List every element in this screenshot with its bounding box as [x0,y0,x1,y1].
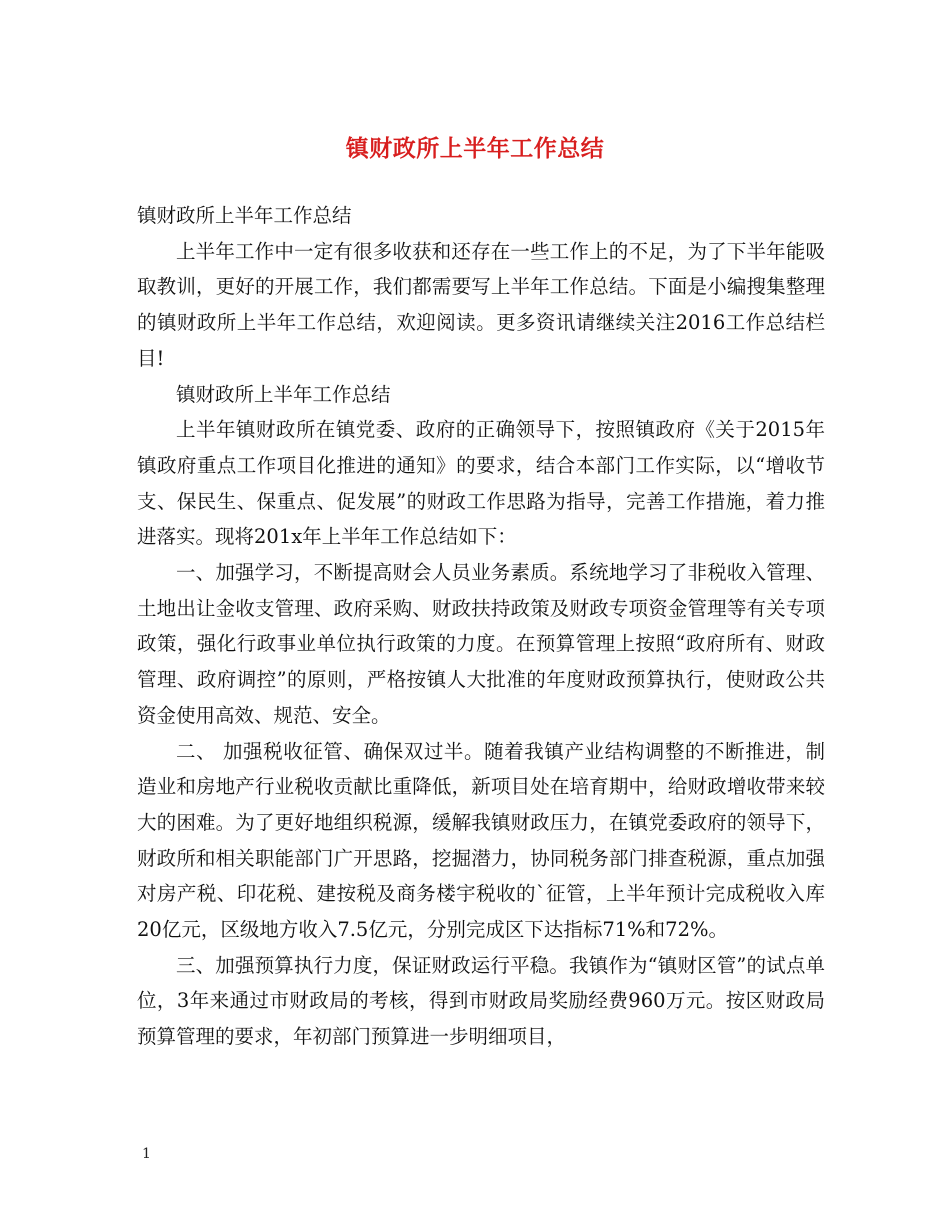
point-one-paragraph: 一、加强学习，不断提高财会人员业务素质。系统地学习了非税收入管理、土地出让金收支管理、政府采购、财政扶持政策及财政专项资金管理等有关专项政策，强化行政事业单位执行政策的力度。在预算管理上按照“政府所有、财政管理、政府调控”的原则，严格按镇人大批准的年度财政预算执行，使财政公共资金使用高效、规范、安全。 [137,561,825,727]
section-heading-paragraph: 镇财政所上半年工作总结 [176,382,391,406]
point-two-paragraph: 二、 加强税收征管、确保双过半。随着我镇产业结构调整的不断推进，制造业和房地产行业税收贡献比重降低，新项目处在培育期中，给财政增收带来较大的困难。为了更好地组织税源，缓解我镇财政压力，在镇党委政府的领导下，财政所和相关职能部门广开思路，挖掘潜力，协同税务部门排查税源，重点加强对房产税、印花税、建按税及商务楼宇税收的`征管，上半年预计完成税收入库20亿元，区级地方收入7.5亿元，分别完成区下达指标71%和72%。 [137,739,825,942]
document-title: 镇财政所上半年工作总结 [345,135,605,162]
page-number: 1 [142,1146,151,1162]
subtitle-paragraph: 镇财政所上半年工作总结 [137,204,352,227]
overview-paragraph: 上半年镇财政所在镇党委、政府的正确领导下，按照镇政府《关于2015年镇政府重点工作项目化推进的通知》的要求，结合本部门工作实际，以“增收节支、保民生、保重点、促发展”的财政工作思路为指导，完善工作措施，着力推进落实。现将201x年上半年工作总结如下： [137,418,825,549]
point-three-paragraph: 三、加强预算执行力度，保证财政运行平稳。我镇作为“镇财区管”的试点单位，3年来通过市财政局的考核，得到市财政局奖励经费960万元。按区财政局预算管理的要求，年初部门预算进一步明细项目， [137,953,825,1049]
intro-paragraph: 上半年工作中一定有很多收获和还存在一些工作上的不足，为了下半年能吸取教训，更好的开展工作，我们都需要写上半年工作总结。下面是小编搜集整理的镇财政所上半年工作总结，欢迎阅读。更多资讯请继续关注2016工作总结栏目! [137,239,825,370]
document-body [137,198,825,1055]
